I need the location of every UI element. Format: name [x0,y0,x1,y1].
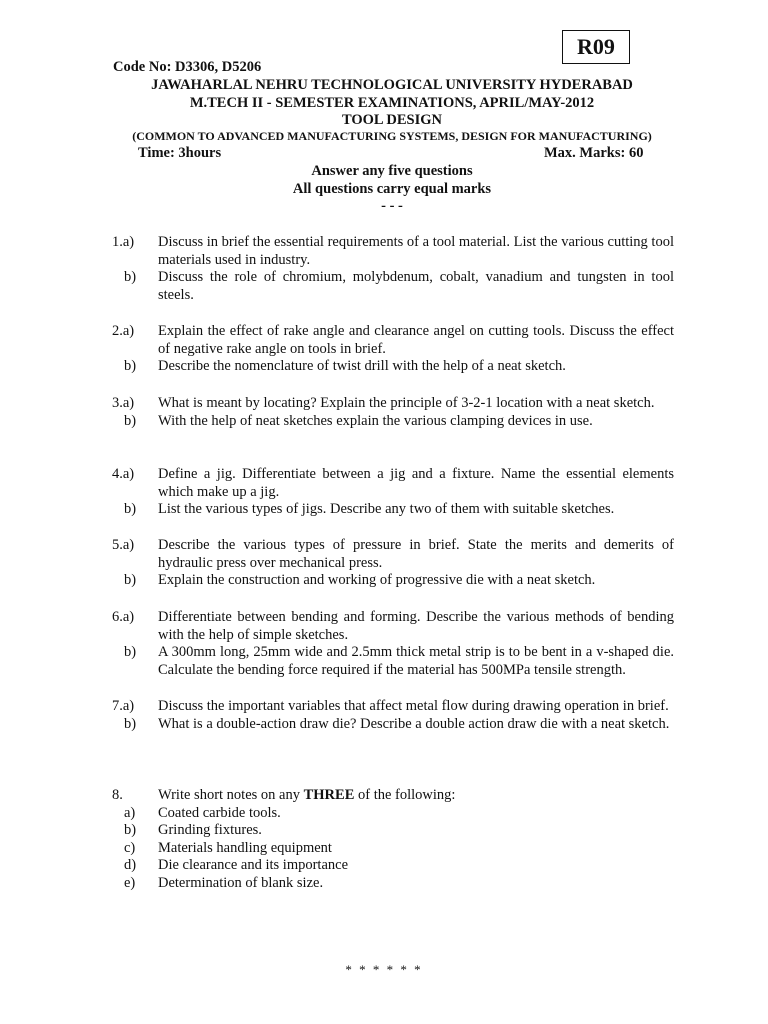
question-number: 7.a) [112,698,135,714]
question-number: 8. [112,787,123,803]
question-number: 3.a) [112,395,135,411]
question-part [112,358,674,376]
time-allowed: Time: 3hours [138,145,222,161]
question-number: 1.a) [112,234,135,250]
question-part [112,572,674,590]
question-text: Describe the nomenclature of twist drill with the help of a neat sketch. [158,358,566,375]
university-name: JAWAHARLAL NEHRU TECHNOLOGICAL UNIVERSITY HYDERABAD [151,77,633,93]
item-text: Grinding fixtures. [158,822,262,839]
question-number: b) [124,644,137,661]
list-item [112,840,674,858]
subject-title: TOOL DESIGN [341,112,443,128]
question-number: 5.a) [112,537,135,553]
list-item [112,875,674,893]
question-text: Discuss the role of chromium, molybdenum, cobalt, vanadium and tungsten in tool steels. [158,269,674,303]
item-label: b) [124,822,137,839]
question-part [112,698,674,716]
question-8 [112,787,674,893]
question-7 [112,698,674,733]
question-text: Discuss in brief the essential requirements of a tool material. List the various cutting tool materials used in industry. [158,234,674,268]
question-text: List the various types of jigs. Describe any two of them with suitable sketches. [158,501,615,518]
regulation-badge [562,30,630,64]
item-text: Coated carbide tools. [158,804,281,821]
question-text: Describe the various types of pressure in brief. State the merits and demerits of hydraulic press over mechanical press. [158,537,674,571]
question-text: Define a jig. Differentiate between a jig and a fixture. Name the essential elements which make up a jig. [158,466,674,500]
question-number: 4.a) [112,466,135,482]
question-text: With the help of neat sketches explain the various clamping devices in use. [158,412,593,429]
question-6 [112,609,674,679]
question-text: What is meant by locating? Explain the principle of 3-2-1 location with a neat sketch. [158,395,655,411]
question-1 [112,234,674,304]
end-of-paper-stars: * * * * * * [345,962,423,977]
paper-code: Code No: D3306, D5206 [113,59,262,75]
max-marks: Max. Marks: 60 [544,145,644,161]
question-number: b) [124,501,137,518]
question-part [112,395,674,413]
question-text: Explain the construction and working of progressive die with a neat sketch. [158,572,596,589]
question-text: Differentiate between bending and forming. Describe the various methods of bending with the help of simple sketches. [158,609,674,643]
question-text: What is a double-action draw die? Describe a double action draw die with a neat sketch. [158,715,670,732]
question-text [158,787,674,805]
regulation-code: R09 [577,34,615,59]
question-part [112,234,674,269]
item-label: c) [124,839,136,856]
question-number: b) [124,715,137,732]
question-text: Discuss the important variables that affect metal flow during drawing operation in brief. [158,698,669,714]
item-label: e) [124,874,136,891]
exam-title: M.TECH II - SEMESTER EXAMINATIONS, APRIL/MAY-2012 [189,95,595,111]
item-label: d) [124,857,137,874]
question-number: 6.a) [112,609,135,625]
question-part [112,537,674,572]
question-number: b) [124,358,137,375]
question-2 [112,323,674,376]
question-part [112,413,674,431]
question-number: b) [124,412,137,429]
question-part [112,323,674,358]
question-number: b) [124,572,137,589]
question-part [112,644,674,679]
question-number: b) [124,269,137,286]
question-text: Explain the effect of rake angle and clearance angel on cutting tools. Discuss the effect of negative rake angle on tools in brief. [158,323,674,357]
question-3 [112,395,674,430]
common-to-note: (COMMON TO ADVANCED MANUFACTURING SYSTEMS, DESIGN FOR MANUFACTURING) [132,129,652,143]
question-part [112,466,674,501]
question-part [112,716,674,734]
list-item [112,822,674,840]
item-text: Determination of blank size. [158,874,324,891]
question-text-tail: of the following: [354,787,456,803]
instruction-answer-five: Answer any five questions [311,163,473,179]
item-text: Materials handling equipment [158,839,332,856]
question-text-emphasis: THREE [303,787,355,803]
question-4 [112,466,674,519]
instruction-equal-marks: All questions carry equal marks [292,181,492,197]
list-item [112,857,674,875]
item-text: Die clearance and its importance [158,857,349,874]
header-separator: - - - [381,198,403,214]
question-part [112,269,674,304]
question-number: 2.a) [112,323,135,339]
question-text: A 300mm long, 25mm wide and 2.5mm thick metal strip is to be bent in a v-shaped die. Calculate the bending force required if the material has 500MPa tensile strength. [158,644,674,678]
question-part [112,609,674,644]
question-part [112,787,674,805]
question-part [112,501,674,519]
question-text-lead: Write short notes on any [158,787,304,803]
question-5 [112,537,674,590]
list-item [112,805,674,823]
item-label: a) [124,804,136,821]
